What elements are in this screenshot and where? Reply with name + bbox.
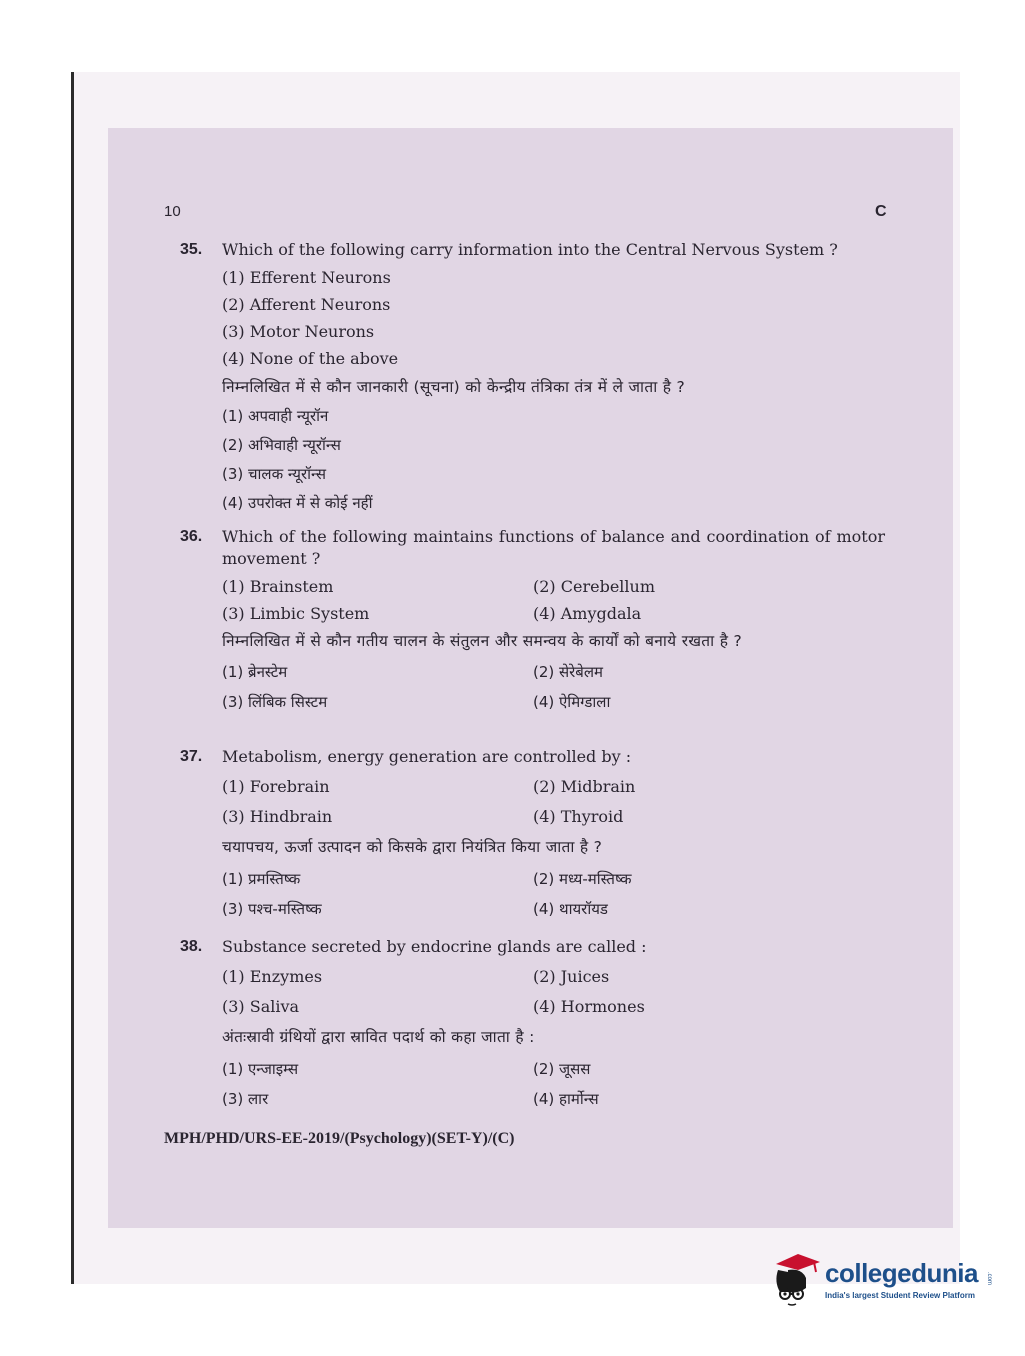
option: (4) Amygdala	[533, 604, 642, 623]
option: (2) Cerebellum	[533, 577, 655, 596]
option: (1) Efferent Neurons	[222, 268, 391, 287]
options-hindi	[222, 1054, 885, 1114]
option-row	[222, 657, 885, 687]
option: (3) Motor Neurons	[222, 322, 375, 341]
option: (2) Juices	[533, 967, 610, 986]
set-code: C	[875, 203, 887, 220]
option: (3) Saliva	[222, 997, 300, 1016]
question-number: 35.	[180, 241, 203, 258]
option: (4) थायरॉयड	[533, 900, 608, 918]
question-number: 38.	[180, 938, 203, 955]
option: (2) अभिवाही न्यूरॉन्स	[222, 436, 341, 454]
option: (1) Forebrain	[222, 777, 330, 796]
option-row	[222, 894, 885, 924]
option: (2) सेरेबेलम	[533, 663, 603, 681]
options-english	[222, 962, 885, 1022]
option: (4) हार्मोन्स	[533, 1090, 599, 1108]
option: (3) Hindbrain	[222, 807, 333, 826]
option: (1) Brainstem	[222, 577, 334, 596]
page-number: 10	[164, 203, 181, 220]
option: (2) Midbrain	[533, 777, 636, 796]
option: (1) Enzymes	[222, 967, 323, 986]
option: (2) Afferent Neurons	[222, 295, 391, 314]
question-number: 37.	[180, 748, 203, 765]
option: (1) प्रमस्तिष्क	[222, 870, 301, 888]
option: (3) लिंबिक सिस्टम	[222, 693, 328, 711]
option-row	[222, 962, 885, 992]
option: (3) लार	[222, 1090, 269, 1108]
option-row	[222, 1054, 885, 1084]
option: (2) मध्य-मस्तिष्क	[533, 870, 632, 888]
option: (1) अपवाही न्यूरॉन	[222, 407, 329, 425]
question-number: 36.	[180, 528, 203, 545]
logo-wordmark: collegedunia	[825, 1258, 978, 1288]
question-35	[180, 239, 885, 518]
options-hindi	[222, 864, 885, 924]
logo-dotcom: .com	[986, 1272, 992, 1286]
option-row	[222, 687, 885, 717]
option: (1) एन्जाइम्स	[222, 1060, 299, 1078]
option-row	[222, 864, 885, 894]
question-37	[180, 746, 885, 924]
paper-code: MPH/PHD/URS-EE-2019/(Psychology)(SET-Y)/(C)	[164, 1130, 515, 1147]
options-hindi	[222, 657, 885, 717]
options-english	[222, 264, 885, 372]
option-row	[222, 1084, 885, 1114]
option: (4) उपरोक्त में से कोई नहीं	[222, 494, 373, 512]
option: (4) Thyroid	[533, 807, 624, 826]
question-text-hindi: निम्नलिखित में से कौन जानकारी (सूचना) को केन्द्रीय तंत्रिका तंत्र में ले जाता है ?	[222, 378, 686, 396]
option: (3) पश्च-मस्तिष्क	[222, 900, 322, 918]
option: (4) Hormones	[533, 997, 645, 1016]
logo-tagline: India's largest Student Review Platform	[825, 1291, 975, 1300]
options-hindi	[222, 402, 885, 518]
option-row	[222, 992, 885, 1022]
question-text-hindi: अंतःस्रावी ग्रंथियों द्वारा स्रावित पदार्थ को कहा जाता है :	[222, 1028, 535, 1046]
question-text: Substance secreted by endocrine glands are called :	[222, 937, 647, 956]
option: (4) None of the above	[222, 349, 399, 368]
question-text: Metabolism, energy generation are controlled by :	[222, 747, 632, 766]
collegedunia-logo	[768, 1248, 998, 1308]
option-row	[222, 600, 885, 627]
option: (2) जूसस	[533, 1060, 591, 1078]
option-row	[222, 802, 885, 832]
option: (3) Limbic System	[222, 604, 370, 623]
option: (3) चालक न्यूरॉन्स	[222, 465, 326, 483]
mascot-icon	[768, 1248, 824, 1308]
question-text: Which of the following maintains functions of balance and coordination of motor movement ?	[222, 527, 885, 568]
question-text-hindi: निम्नलिखित में से कौन गतीय चालन के संतुलन और समन्वय के कार्यों को बनाये रखता है ?	[222, 632, 742, 650]
question-36	[180, 526, 885, 717]
question-text: Which of the following carry information into the Central Nervous System ?	[222, 240, 838, 259]
question-38	[180, 936, 885, 1114]
option-row	[222, 772, 885, 802]
option: (4) ऐमिग्डाला	[533, 693, 611, 711]
question-text-hindi: चयापचय, ऊर्जा उत्पादन को किसके द्वारा नियंत्रित किया जाता है ?	[222, 838, 603, 856]
option-row	[222, 573, 885, 600]
options-english	[222, 772, 885, 832]
options-english	[222, 573, 885, 627]
option: (1) ब्रेनस्टेम	[222, 663, 288, 681]
